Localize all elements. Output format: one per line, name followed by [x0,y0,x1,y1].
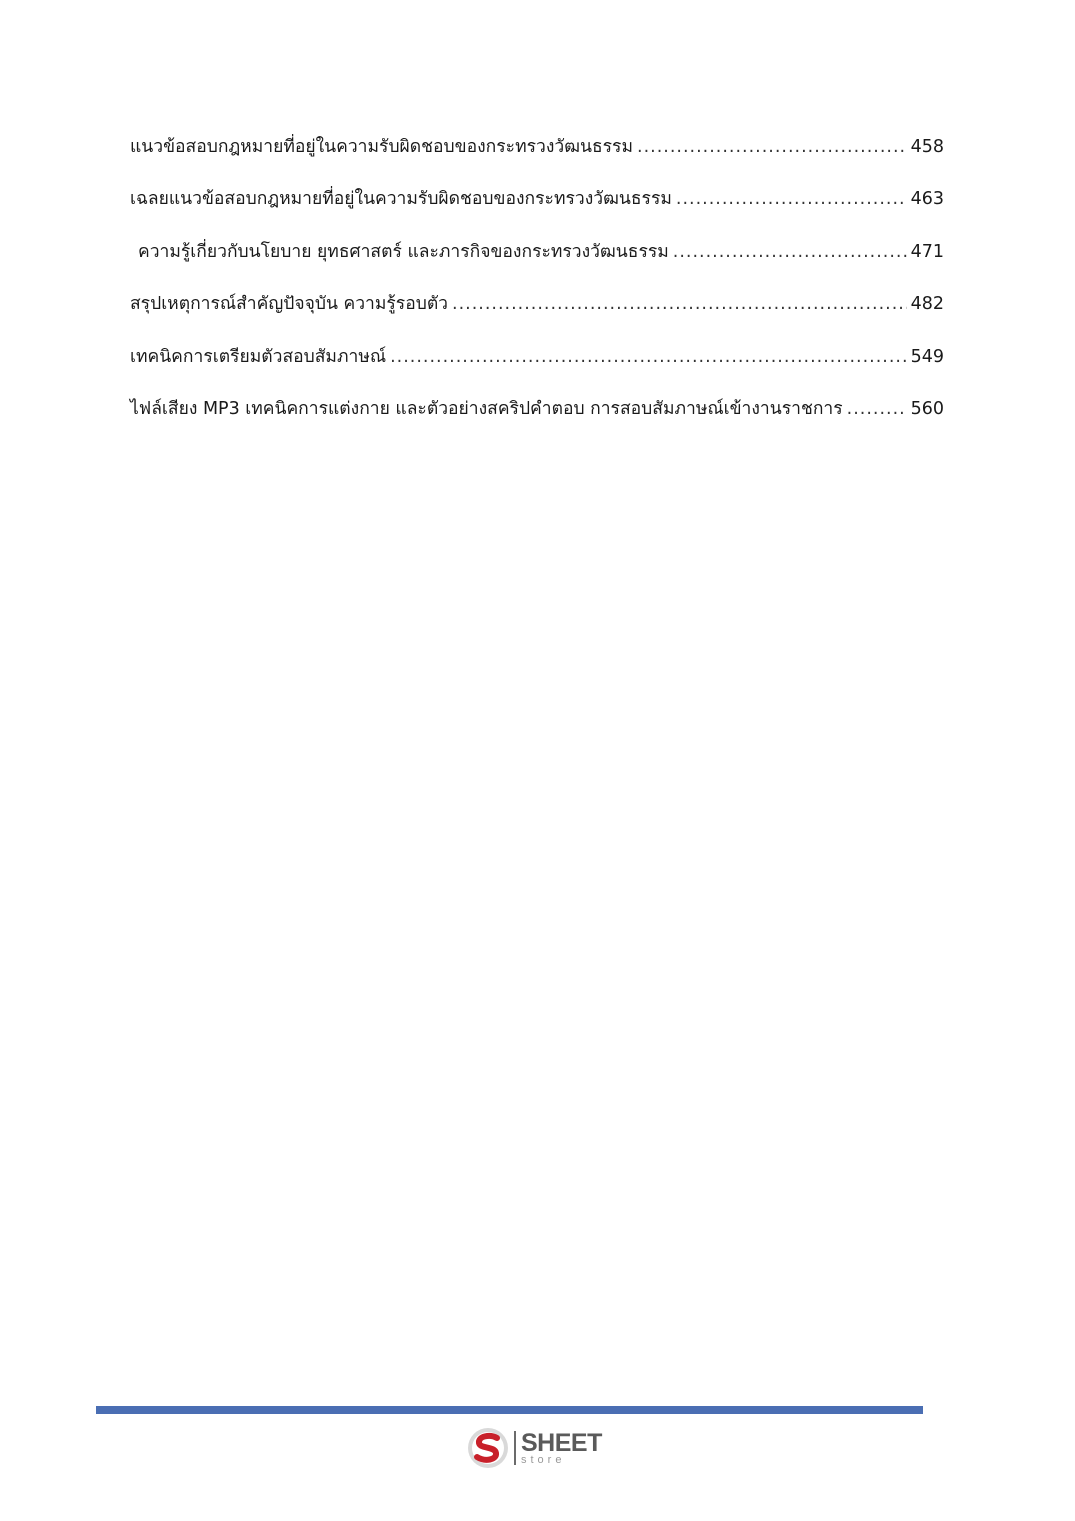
toc-page-number: 482 [910,294,944,315]
toc-entry-label: ความรู้เกี่ยวกับนโยบาย ยุทธศาสตร์ และภารกิจของกระทรวงวัฒนธรรม [138,241,669,262]
toc-entry-label: แนวข้อสอบกฎหมายที่อยู่ในความรับผิดชอบของกระทรวงวัฒนธรรม [130,137,633,157]
sheet-store-logo [466,1426,616,1470]
toc-page-number: 549 [910,346,944,367]
logo-word: SHEET [521,1428,602,1457]
toc-entry[interactable] [130,342,944,394]
toc-entry-label: สรุปเหตุการณ์สำคัญปัจจุบัน ความรู้รอบตัว [130,294,449,315]
toc-dot-leader [452,289,907,319]
toc-entry-label: เทคนิคการเตรียมตัวสอบสัมภาษณ์ [130,346,387,367]
logo-subword: store [521,1453,566,1466]
footer-rule [96,1406,923,1414]
toc-entry[interactable] [130,132,944,184]
toc-page-number: 458 [910,137,944,157]
toc-entry-label: ไฟล์เสียง MP3 เทคนิคการแต่งกาย และตัวอย่างสคริปคำตอบ การสอบสัมภาษณ์เข้างานราชการ [130,398,843,419]
logo-text [521,1428,602,1466]
table-of-contents [130,132,944,446]
toc-page-number: 560 [910,398,944,419]
toc-page-number: 463 [910,189,944,210]
toc-dot-leader [390,342,907,372]
toc-entry-label: เฉลยแนวข้อสอบกฎหมายที่อยู่ในความรับผิดชอบของกระทรวงวัฒนธรรม [130,189,672,210]
toc-entry[interactable] [130,394,944,446]
logo-divider [514,1431,516,1465]
toc-entry[interactable] [130,237,944,289]
toc-entry[interactable] [130,289,944,341]
toc-dot-leader [637,132,907,162]
toc-dot-leader [676,184,907,214]
sheet-store-logo-icon [466,1426,510,1470]
toc-page-number: 471 [910,241,944,262]
toc-dot-leader [673,237,907,267]
toc-dot-leader [847,394,907,424]
toc-entry[interactable] [130,184,944,236]
